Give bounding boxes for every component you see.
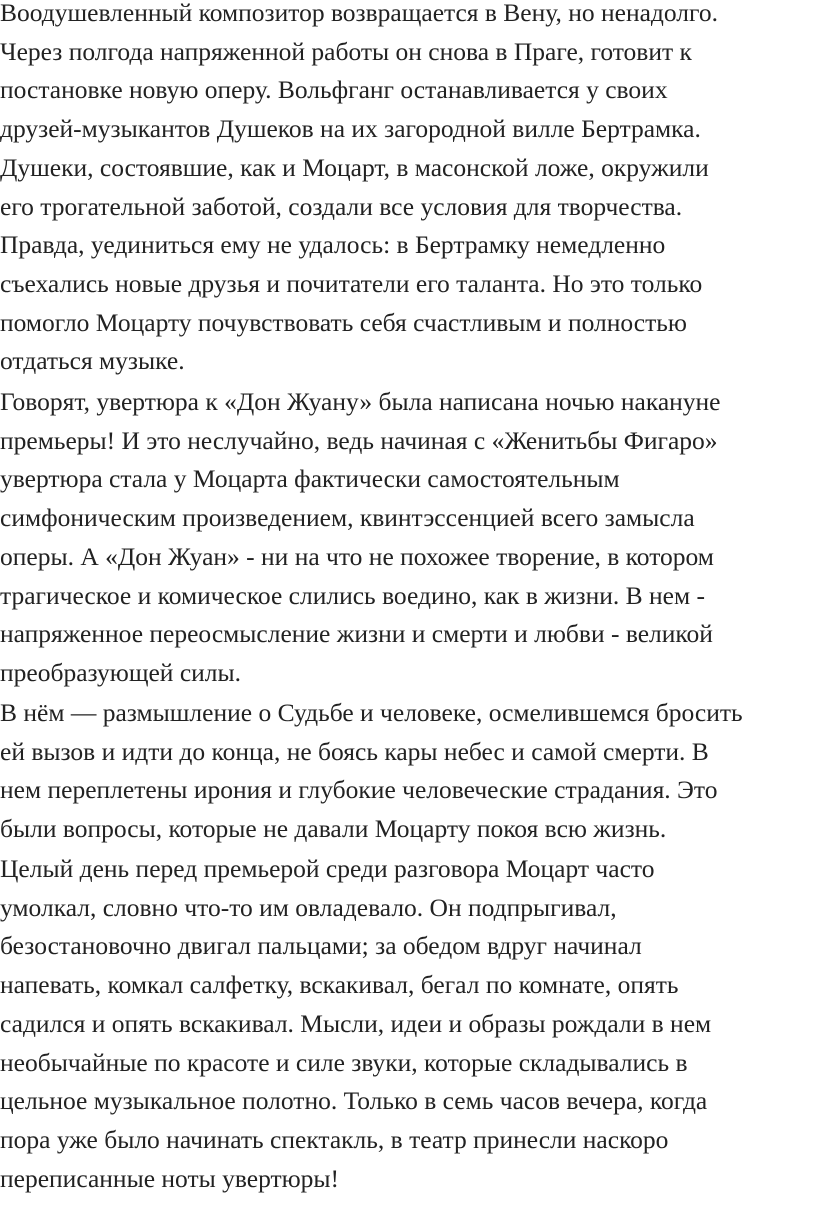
text-line: напевать, комкал салфетку, вскакивал, бегал по комнате, опять	[0, 970, 679, 1000]
paragraph-3	[0, 694, 743, 849]
text-line: трагическое и комическое слились воедино, как в жизни. В нем -	[0, 580, 705, 610]
text-line: Через полгода напряженной работы он снова в Праге, готовит к	[0, 36, 692, 66]
text-line: пора уже было начинать спектакль, в театр принесли наскоро	[0, 1124, 669, 1154]
text-line: садился и опять вскакивал. Мысли, идеи и образы рождали в нем	[0, 1008, 712, 1038]
text-line: напряженное переосмысление жизни и смерти и любви - великой	[0, 619, 713, 649]
text-line: его трогательной заботой, создали все условия для творчества.	[0, 191, 683, 221]
text-line: постановке новую оперу. Вольфганг останавливается у своих	[0, 75, 668, 105]
text-line: друзей-музыкантов Душеков на их загородной вилле Бертрамка.	[0, 114, 701, 144]
text-line: были вопросы, которые не давали Моцарту покоя всю жизнь.	[0, 814, 667, 844]
text-line: съехались новые друзья и почитатели его таланта. Но это только	[0, 268, 703, 298]
paragraph-2	[0, 383, 721, 693]
paragraph-1	[0, 0, 718, 381]
text-line: преобразующей силы.	[0, 657, 242, 687]
text-line: Душеки, состоявшие, как и Моцарт, в масонской ложе, окружили	[0, 152, 709, 182]
text-line: переписанные ноты увертюры!	[0, 1163, 340, 1193]
text-line: помогло Моцарту почувствовать себя счастливым и полностью	[0, 307, 687, 337]
text-line: В нём — размышление о Судьбе и человеке, осмелившемся бросить	[0, 698, 743, 727]
text-line: ей вызов и идти до конца, не боясь кары небес и самой смерти. В	[0, 736, 709, 766]
text-line: увертюра стала у Моцарта фактически самостоятельным	[0, 464, 620, 494]
text-line: цельное музыкальное полотно. Только в семь часов вечера, когда	[0, 1086, 708, 1116]
text-line: необычайные по красоте и силе звуки, которые складывались в	[0, 1047, 688, 1077]
text-line: Воодушевленный композитор возвращается в Вену, но ненадолго.	[0, 0, 718, 27]
text-line: безостановочно двигал пальцами; за обедом вдруг начинал	[0, 931, 642, 961]
text-line: Правда, уединиться ему не удалось: в Бертрамку немедленно	[0, 230, 666, 260]
paragraph-4	[0, 850, 711, 1198]
text-line: умолкал, словно что-то им овладевало. Он подпрыгивал,	[0, 892, 617, 922]
text-line: оперы. А «Дон Жуан» - ни на что не похожее творение, в котором	[0, 541, 714, 571]
text-line: отдаться музыке.	[0, 346, 185, 376]
text-line: Говорят, увертюра к «Дон Жуану» была написана ночью накануне	[0, 387, 721, 416]
text-line: премьеры! И это неслучайно, ведь начиная с «Женитьбы Фигаро»	[0, 425, 718, 455]
text-line: симфоническим произведением, квинтэссенцией всего замысла	[0, 503, 695, 533]
text-line: нем переплетены ирония и глубокие человеческие страдания. Это	[0, 775, 718, 805]
text-line: Целый день перед премьерой среди разговора Моцарт часто	[0, 854, 655, 883]
